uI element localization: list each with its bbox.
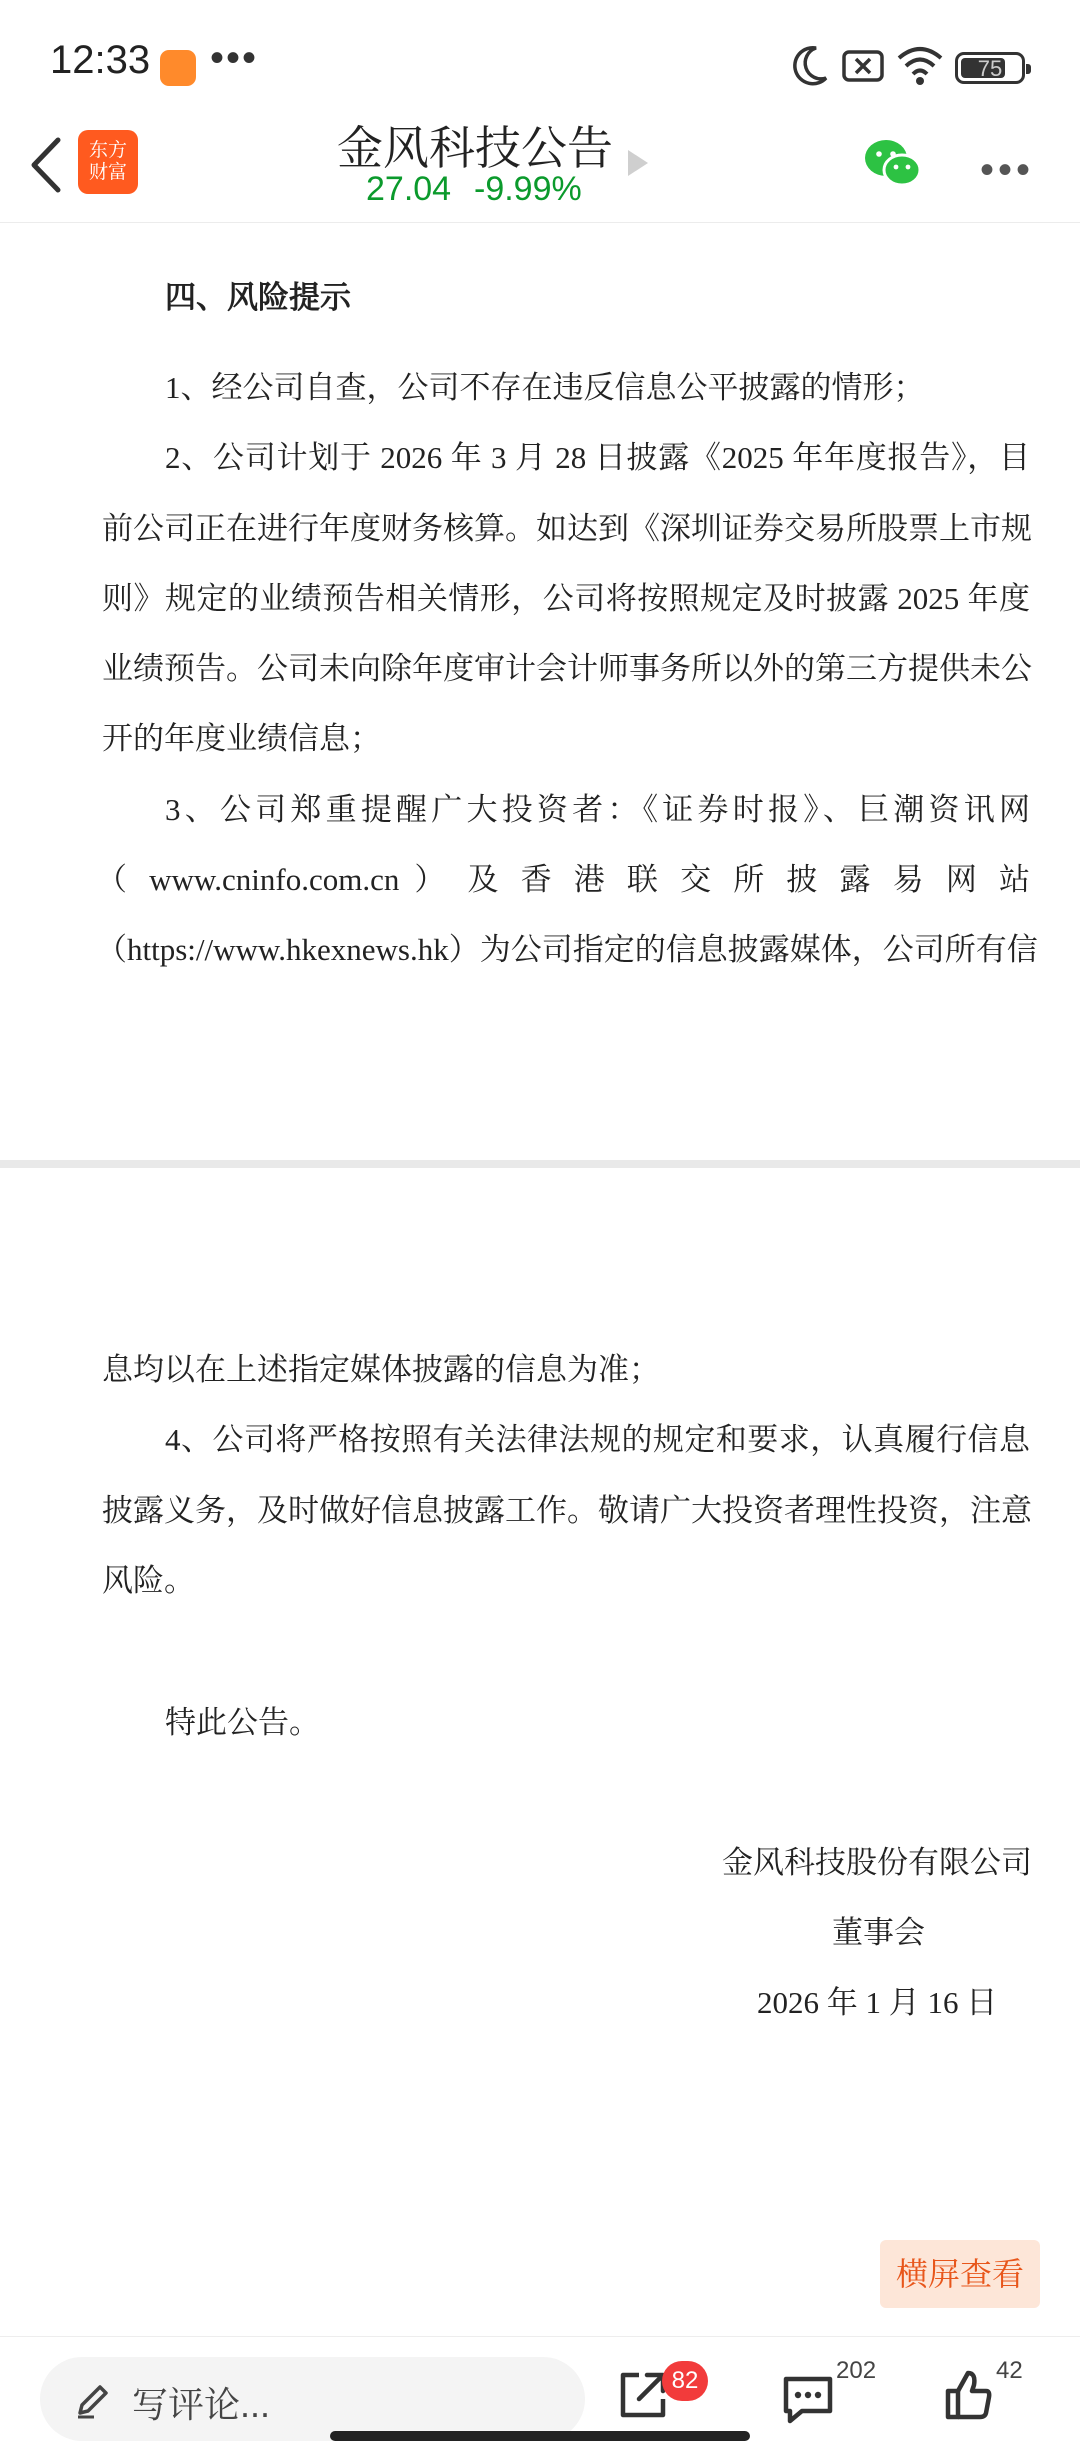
logo-line-2: 财富 [88,162,127,183]
stock-price: 27.04 [366,170,452,208]
paragraph-line: 4、公司将严格按照有关法律法规的规定和要求，认真履行信息 [165,1422,1030,1457]
paragraph-line: 业绩预告。公司未向除年度审计会计师事务所以外的第三方提供未公 [102,651,1032,686]
logo-line-1: 东方 [88,140,127,161]
paragraph-line: 3、公司郑重提醒广大投资者：《证券时报》、巨潮资讯网 [165,792,1030,827]
paragraph-line: 1、经公司自查，公司不存在违反信息公平披露的情形； [165,370,925,405]
play-icon[interactable] [628,150,648,176]
status-more-icon: ••• [210,36,259,80]
paragraph-line: 息均以在上述指定媒体披露的信息为准； [102,1352,660,1387]
battery-indicator [955,52,1025,84]
page-title: 金风科技公告 [337,122,613,174]
moon-icon [790,44,830,88]
pen-icon [74,2379,114,2419]
back-icon[interactable] [22,130,72,200]
paragraph-line: （ www.cninfo.com.cn ） 及 香 港 联 交 所 披 露 易 网 站 [96,862,1030,897]
signature-date: 2026 年 1 月 16 日 [757,1985,998,2020]
share-count-badge: 82 [662,2361,708,2401]
notification-app-icon [160,50,196,86]
paragraph-line: 风险。 [102,1563,195,1598]
paragraph-line: 开的年度业绩信息； [102,721,381,756]
comment-count: 202 [836,2357,877,2384]
sim-x-icon [842,50,884,82]
header-bar [0,110,1080,223]
status-time: 12:33 [50,38,151,82]
like-count: 42 [996,2357,1023,2384]
section-heading: 四、风险提示 [165,280,351,315]
paragraph-line: （https://www.hkexnews.hk）为公司指定的信息披露媒体，公司所有信 [96,932,1038,967]
signature-board: 董事会 [832,1915,925,1950]
wifi-icon [895,44,945,88]
home-indicator[interactable] [330,2431,750,2441]
closing-line: 特此公告。 [165,1705,320,1740]
comment-icon[interactable] [780,2373,836,2425]
comment-input[interactable] [40,2357,585,2441]
app-logo[interactable] [78,130,138,194]
signature-company: 金风科技股份有限公司 [722,1845,1032,1880]
more-icon[interactable]: ••• [980,148,1035,192]
like-icon[interactable] [940,2367,996,2423]
paragraph-line: 披露义务，及时做好信息披露工作。敬请广大投资者理性投资，注意 [102,1493,1032,1528]
battery-level: 75 [977,56,1003,81]
stock-change: -9.99% [474,170,582,208]
paragraph-line: 2、公司计划于 2026 年 3 月 28 日披露《2025 年年度报告》，目 [165,440,1030,475]
wechat-icon[interactable] [862,136,924,190]
landscape-view-button[interactable]: 横屏查看 [880,2240,1040,2308]
paragraph-line: 则》规定的业绩预告相关情形，公司将按照规定及时披露 2025 年度 [102,581,1030,616]
bottom-action-bar [0,2336,1080,2461]
paragraph-line: 前公司正在进行年度财务核算。如达到《深圳证券交易所股票上市规 [102,511,1032,546]
page-divider [0,1160,1080,1168]
comment-placeholder: 写评论... [132,2384,271,2425]
